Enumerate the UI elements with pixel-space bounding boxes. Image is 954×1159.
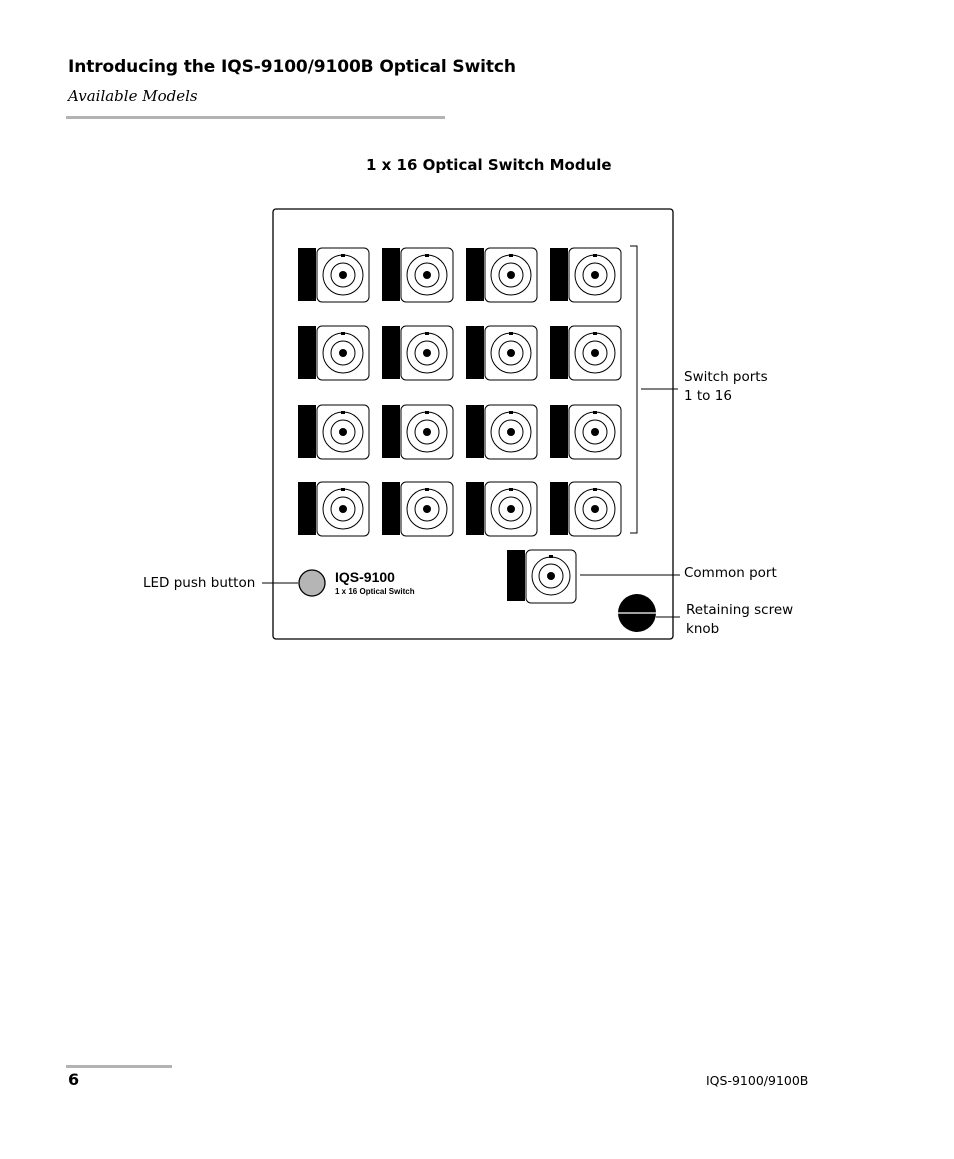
- retaining-screw-knob-label: Retaining screw knob: [686, 602, 794, 637]
- led-push-button-label: LED push button: [143, 575, 256, 591]
- model-sublabel: 1 x 16 Optical Switch: [335, 587, 415, 596]
- switch-port-15: [466, 482, 537, 536]
- section-title: Introducing the IQS-9100/9100B Optical Switch: [68, 57, 516, 77]
- page-number: 6: [68, 1070, 80, 1089]
- common-port-label: Common port: [684, 565, 777, 581]
- switch-ports-label: Switch ports 1 to 16: [684, 369, 768, 404]
- switch-port-1: [298, 248, 369, 302]
- footer-document-name: IQS-9100/9100B: [706, 1073, 809, 1088]
- switch-port-14: [382, 482, 453, 536]
- led-push-button: [299, 570, 325, 596]
- model-label: IQS-9100: [335, 569, 395, 585]
- switch-port-12: [550, 405, 621, 459]
- switch-port-16: [550, 482, 621, 536]
- switch-port-7: [466, 326, 537, 380]
- switch-port-2: [382, 248, 453, 302]
- switch-port-3: [466, 248, 537, 302]
- switch-port-8: [550, 326, 621, 380]
- switch-port-5: [298, 326, 369, 380]
- figure-title: 1 x 16 Optical Switch Module: [366, 156, 612, 174]
- switch-port-11: [466, 405, 537, 459]
- switch-port-6: [382, 326, 453, 380]
- switch-port-4: [550, 248, 621, 302]
- footer-rule: [66, 1065, 172, 1068]
- section-subtitle: Available Models: [68, 87, 198, 105]
- common-port: [507, 550, 576, 603]
- switch-port-10: [382, 405, 453, 459]
- switch-port-9: [298, 405, 369, 459]
- switch-port-13: [298, 482, 369, 536]
